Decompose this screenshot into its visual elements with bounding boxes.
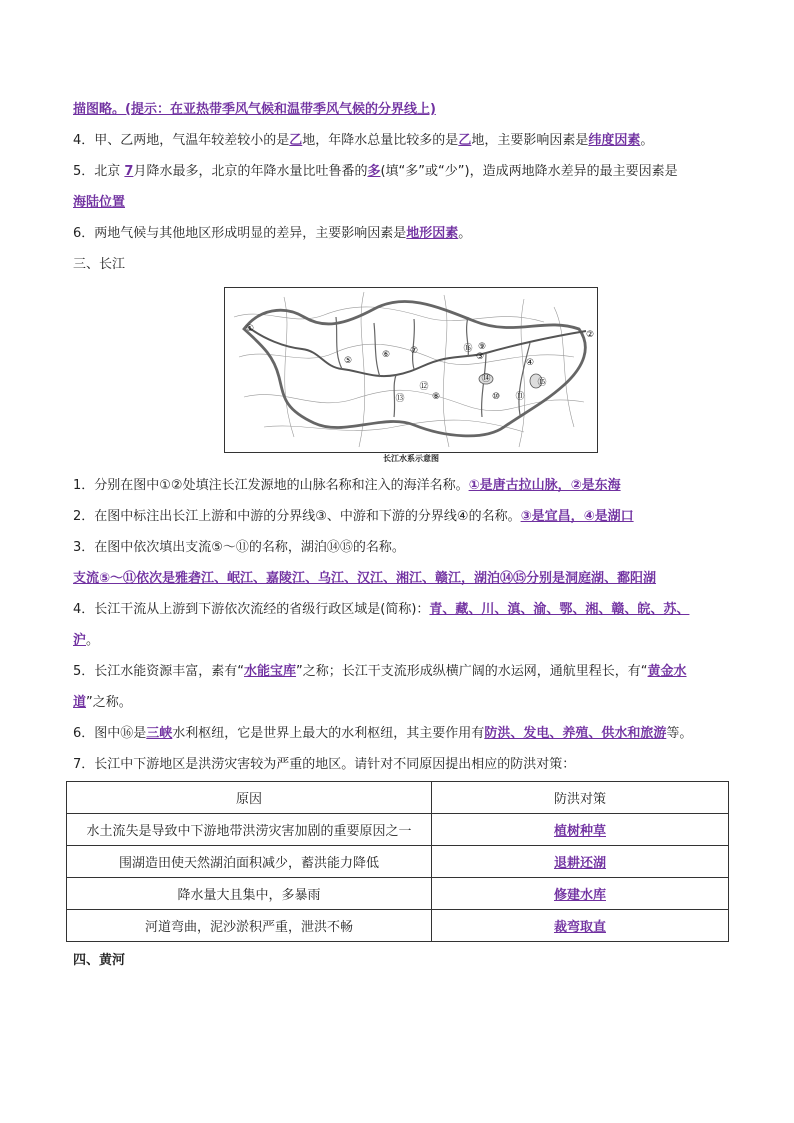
q5-text-2: 月降水最多，北京的年降水量比吐鲁番的 [133, 164, 368, 179]
map-mark-14: ⑭ [481, 374, 491, 384]
map-mark-7: ⑦ [409, 346, 419, 356]
map-mark-3: ③ [475, 352, 485, 362]
c-question-3 [73, 538, 405, 558]
c5-answer-1: 水能宝库 [244, 664, 297, 679]
c-question-3-answer [73, 569, 656, 589]
map-mark-4: ④ [525, 358, 535, 368]
table-row [67, 814, 729, 846]
c3-text: 3．在图中依次填出支流⑤～⑪的名称，湖泊⑭⑮的名称。 [73, 540, 405, 555]
question-5-line-2 [73, 193, 125, 213]
q4-text-3: 地，主要影响因素是 [471, 133, 589, 148]
map-mark-10: ⑩ [491, 392, 501, 402]
question-6 [73, 224, 471, 244]
q5-answer-3: 海陆位置 [73, 195, 126, 210]
c-question-5-line-2 [73, 693, 132, 713]
section-3-label: 三、长江 [73, 257, 126, 272]
map-caption: 长江水系示意图 [383, 454, 439, 463]
c1-text: 1．分别在图中①②处填注长江发源地的山脉名称和注入的海洋名称。 [73, 478, 469, 493]
c-question-2 [73, 507, 634, 527]
q4-text-4: 。 [640, 133, 654, 148]
c5-answer-2: 黄金水 [647, 664, 687, 679]
section-4-title [73, 951, 125, 971]
table-cell-measure: 修建水库 [432, 878, 729, 910]
table-header-cause: 原因 [67, 782, 432, 814]
map-mark-12: ⑫ [419, 382, 429, 392]
q4-text-2: 地，年降水总量比较多的是 [302, 133, 459, 148]
c-question-6 [73, 724, 692, 744]
hint-line [73, 100, 436, 120]
map-mark-9: ⑨ [477, 342, 487, 352]
table-header-measure: 防洪对策 [432, 782, 729, 814]
q5-answer-2: 多 [367, 164, 381, 179]
q4-answer-1: 乙 [289, 133, 303, 148]
table-cell-measure: 退耕还湖 [432, 846, 729, 878]
c6-text-2: 水利枢纽，它是世界上最大的水利枢纽，其主要作用有 [172, 726, 485, 741]
q4-answer-3: 纬度因素 [588, 133, 641, 148]
c1-answer: ①是唐古拉山脉，②是东海 [468, 478, 621, 493]
flood-measures-table [66, 781, 729, 942]
c-question-1 [73, 476, 621, 496]
map-mark-11: ⑪ [515, 392, 525, 402]
c5-answer-3: 道 [73, 695, 87, 710]
answer-hint: 描图略。(提示：在亚热带季风气候和温带季风气候的分界线上) [73, 102, 436, 117]
q6-text-1: 6．两地气候与其他地区形成明显的差异，主要影响因素是 [73, 226, 407, 241]
map-mark-1: ① [245, 324, 255, 334]
table-cell-cause: 降水量大且集中，多暴雨 [67, 878, 432, 910]
q5-answer-1: 7 [124, 164, 134, 179]
c-question-5-line-1 [73, 662, 687, 682]
table-cell-measure: 裁弯取直 [432, 910, 729, 942]
c6-text-1: 6．图中⑯是 [73, 726, 147, 741]
q5-text-3: (填“多”或“少”)，造成两地降水差异的最主要因素是 [380, 164, 678, 179]
map-mark-5: ⑤ [343, 356, 353, 366]
q5-text-1: 5．北京 [73, 164, 125, 179]
c4-text: 4．长江干流从上游到下游依次流经的省级行政区域是(简称)： [73, 602, 430, 617]
map-mark-6: ⑥ [381, 350, 391, 360]
q6-text-2: 。 [458, 226, 472, 241]
c6-text-3: 等。 [666, 726, 693, 741]
q4-answer-2: 乙 [458, 133, 472, 148]
map-mark-8: ⑧ [431, 392, 441, 402]
table-row [67, 878, 729, 910]
map-mark-15: ⑮ [537, 378, 547, 388]
map-mark-16: ⑯ [463, 344, 473, 354]
c2-answer: ③是宜昌，④是湖口 [520, 509, 634, 524]
c4-text-2: 。 [86, 633, 100, 648]
c4-answer-2: 沪 [73, 633, 87, 648]
c5-text-1: 5．长江水能资源丰富，素有“ [73, 664, 245, 679]
table-row [67, 910, 729, 942]
section-4-label: 四、黄河 [73, 953, 126, 968]
c6-answer-2: 防洪、发电、养殖、供水和旅游 [484, 726, 667, 741]
q4-text-1: 4．甲、乙两地，气温年较差较小的是 [73, 133, 290, 148]
map-mark-13: ⑬ [395, 394, 405, 404]
yangtze-river-map [224, 287, 598, 453]
c2-text: 2．在图中标注出长江上游和中游的分界线③、中游和下游的分界线④的名称。 [73, 509, 521, 524]
table-cell-measure: 植树种草 [432, 814, 729, 846]
table-row [67, 846, 729, 878]
question-5-line-1 [73, 162, 678, 182]
c7-text: 7．长江中下游地区是洪涝灾害较为严重的地区。请针对不同原因提出相应的防洪对策： [73, 757, 576, 772]
table-header-row [67, 782, 729, 814]
c-question-4-line-1 [73, 600, 689, 620]
table-cell-cause: 河道弯曲，泥沙淤积严重，泄洪不畅 [67, 910, 432, 942]
c5-text-3: ”之称。 [86, 695, 132, 710]
c4-answer-1: 青、藏、川、滇、渝、鄂、湘、赣、皖、苏、 [429, 602, 690, 617]
q6-answer-1: 地形因素 [406, 226, 459, 241]
question-4 [73, 131, 653, 151]
c3-answer: 支流⑤～⑪依次是雅砻江、岷江、嘉陵江、乌江、汉江、湘江、赣江，湖泊⑭⑮分别是洞庭湖、鄱阳湖 [73, 571, 657, 586]
map-mark-2: ② [585, 330, 595, 340]
section-3-title [73, 255, 125, 275]
table-cell-cause: 水土流失是导致中下游地带洪涝灾害加剧的重要原因之一 [67, 814, 432, 846]
c-question-4-line-2 [73, 631, 99, 651]
c6-answer-1: 三峡 [146, 726, 173, 741]
c5-text-2: ”之称；长江干支流形成纵横广阔的水运网，通航里程长，有“ [296, 664, 648, 679]
table-cell-cause: 围湖造田使天然湖泊面积减少，蓄洪能力降低 [67, 846, 432, 878]
c-question-7 [73, 755, 575, 775]
